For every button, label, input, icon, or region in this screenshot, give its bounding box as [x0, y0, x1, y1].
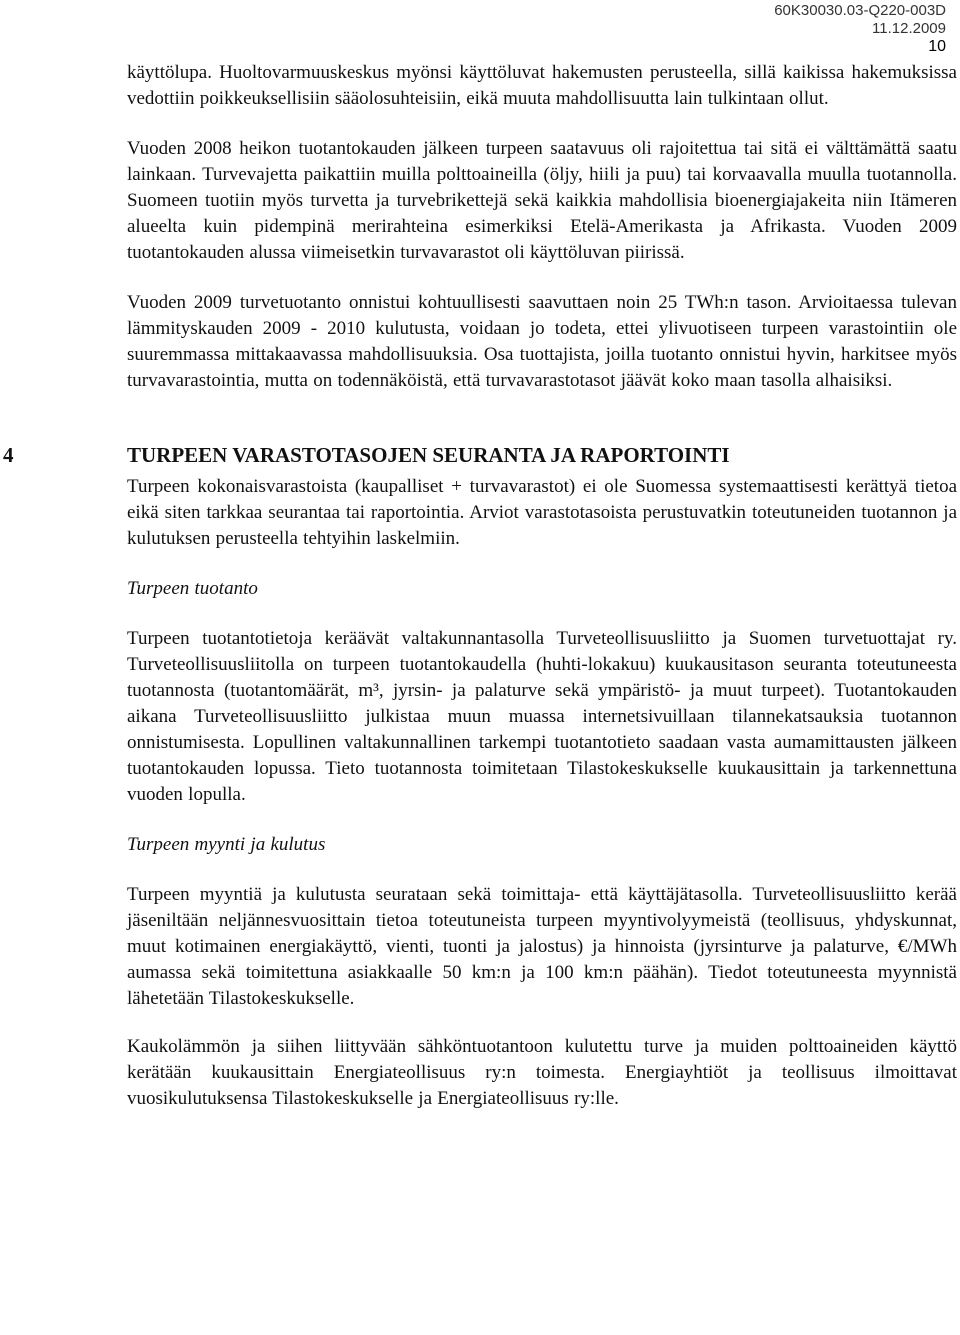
section-intro: Turpeen kokonaisvarastoista (kaupalliset + turvavarastot) ei ole Suomessa systemaattisesti kerättyä tietoa eikä siten tarkkaa seurantaa tai raportointia. Arviot varastotasoista perustuvatkin toteutuneiden tuotannon ja kulutuksen perusteella tehtyihin laskelmiin.	[127, 476, 957, 549]
subsection-title-production: Turpeen tuotanto	[127, 578, 258, 599]
paragraph-2008-season: Vuoden 2008 heikon tuotantokauden jälkeen turpeen saatavuus oli rajoitettua tai sitä ei välttämättä saatu lainkaan. Turvevajetta paikattiin muilla polttoaineilla (öljy, hiili ja puu) tai korvaavalla muulla tuotannolla. Suomeen tuotiin myös turvetta ja turvebrikettejä sekä kaikkia mahdollisia bioenergiajakeita niin Itämeren alueelta kuin pidempinä merirahteina esimerkiksi Etelä-Amerikasta ja Afrikasta. Vuoden 2009 tuotantokauden alussa viimeisetkin turvavarastot oli käyttöluvan piirissä.	[127, 138, 957, 263]
document-id: 60K30030.03-Q220-003D	[774, 2, 946, 19]
subsection-text-sales: Turpeen myyntiä ja kulutusta seurataan sekä toimittaja- että käyttäjätasolla. Turveteollisuusliitto kerää jäseniltään neljännesvuosittain tietoa toteutuneista turpeen myyntivolyymeistä (teollisuus, yhdyskunnat, muut kotimainen energiakäyttö, vienti, tuonti ja jalostus) ja hinnoista (jyrsinturve ja palaturve, €/MWh aumassa sekä toimitettuna asiakkaalle 50 km:n ja 100 km:n päähän). Tiedot toteutuneesta myynnistä lähetetään Tilastokeskukselle.	[127, 884, 957, 1009]
page-number: 10	[928, 38, 946, 55]
paragraph-continuation: käyttölupa. Huoltovarmuuskeskus myönsi käyttöluvat hakemusten perusteella, sillä kaikissa hakemuksissa vedottiin poikkeuksellisiin sääolosuhteisiin, eikä muuta mahdollisuutta lain tulkintaan ollut.	[127, 62, 957, 109]
section-heading	[3, 440, 957, 474]
section-number: 4	[3, 443, 14, 467]
paragraph-2009-production: Vuoden 2009 turvetuotanto onnistui kohtuullisesti saavuttaen noin 25 TWh:n tason. Arvioitaessa tulevan lämmityskauden 2009 - 2010 kulutusta, voidaan jo todeta, ettei ylivuotiseen turpeen varastointiin ole suuremmassa mittakaavassa mahdollisuuksia. Osa tuottajista, joilla tuotanto onnistui hyvin, harkitsee myös turvavarastointia, mutta on todennäköistä, että turvavarastotasot jäävät koko maan tasolla alhaisiksi.	[127, 292, 957, 391]
document-body	[3, 60, 957, 1112]
subsection-text-district-heat: Kaukolämmön ja siihen liittyvään sähköntuotantoon kulutettu turve ja muiden polttoaineiden käyttö kerätään kuukausittain Energiateollisuus ry:n toimesta. Energiayhtiöt ja teollisuus ilmoittavat vuosikulutuksensa Tilastokeskukselle ja Energiateollisuus ry:lle.	[127, 1036, 957, 1109]
subsection-text-production: Turpeen tuotantotietoja keräävät valtakunnantasolla Turveteollisuusliitto ja Suomen turvetuottajat ry. Turveteollisuusliitolla on turpeen tuotantokaudella (huhti-lokakuu) kuukausitason seuranta toteutuneesta tuotannosta (tuotantomäärät, m³, jyrsin- ja palaturve sekä ympäristö- ja muut turpeet). Tuotantokauden aikana Turveteollisuusliitto julkistaa muun muassa internetsivuillaan tilannekatsauksia tuotannon onnistumisesta. Lopullinen valtakunnallinen tarkempi tuotantotieto saadaan vasta aumamittausten jälkeen tuotantokauden lopussa. Tieto tuotannosta toimitetaan Tilastokeskukselle kuukausittain ja tarkennettuna vuoden lopulla.	[127, 628, 957, 805]
page-header	[774, 2, 946, 56]
document-date: 11.12.2009	[872, 20, 946, 37]
section-title: TURPEEN VARASTOTASOJEN SEURANTA JA RAPORTOINTI	[127, 443, 730, 467]
subsection-title-sales: Turpeen myynti ja kulutus	[127, 834, 326, 855]
